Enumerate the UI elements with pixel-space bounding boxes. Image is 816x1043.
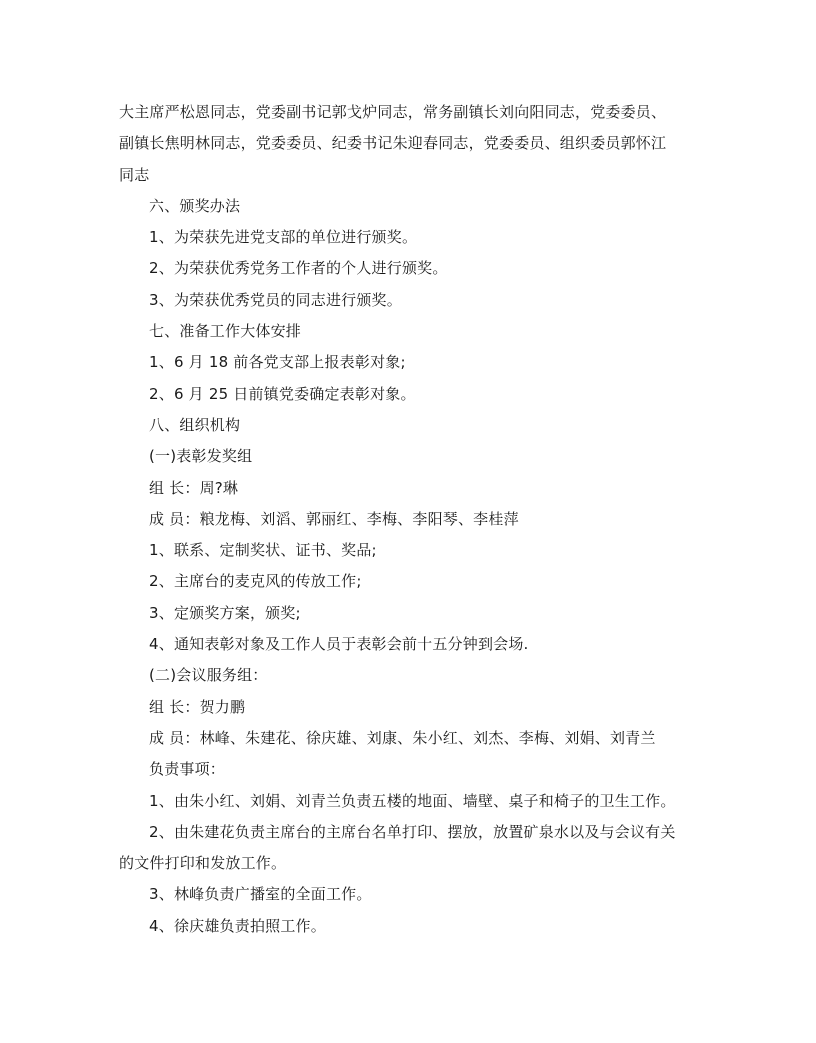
group-members: 成 员：粮龙梅、刘滔、郭丽红、李梅、李阳琴、李桂萍: [149, 509, 519, 528]
list-item: 1、为荣获先进党支部的单位进行颁奖。: [149, 228, 418, 247]
list-item: 3、为荣获优秀党员的同志进行颁奖。: [149, 290, 402, 309]
list-item: 2、主席台的麦克风的传放工作;: [149, 572, 362, 591]
subsection-heading: (一)表彰发奖组: [149, 447, 253, 466]
body-line: 同志: [119, 165, 150, 184]
document-body: [119, 97, 704, 942]
list-item: 3、定颁奖方案，颁奖;: [149, 603, 301, 622]
list-item: 2、6 月 25 日前镇党委确定表彰对象。: [149, 384, 416, 403]
list-item: 1、联系、定制奖状、证书、奖品;: [149, 541, 377, 560]
group-members: 成 员：林峰、朱建花、徐庆雄、刘康、朱小红、刘杰、李梅、刘娟、刘青兰: [149, 728, 656, 747]
body-line: 大主席严松恩同志，党委副书记郭戈炉同志，常务副镇长刘向阳同志，党委委员、: [119, 103, 667, 121]
section-heading: 六、颁奖办法: [149, 196, 241, 215]
body-line: 副镇长焦明林同志，党委委员、纪委书记朱迎春同志，党委委员、组织委员郭怀江: [119, 134, 667, 153]
list-item: 4、徐庆雄负责拍照工作。: [149, 916, 326, 935]
list-item: 3、林峰负责广播室的全面工作。: [149, 885, 372, 904]
list-item: 4、通知表彰对象及工作人员于表彰会前十五分钟到会场.: [149, 635, 529, 654]
group-leader: 组 长：贺力鹏: [149, 697, 246, 716]
list-item: 1、6 月 18 前各党支部上报表彰对象;: [149, 353, 406, 372]
list-item: 2、由朱建花负责主席台的主席台名单打印、摆放，放置矿泉水以及与会议有关: [149, 822, 676, 841]
group-leader: 组 长：周?琳: [149, 478, 239, 497]
list-item: 2、为荣获优秀党务工作者的个人进行颁奖。: [149, 259, 448, 278]
list-item-continuation: 的文件打印和发放工作。: [119, 854, 287, 873]
subsection-heading: (二)会议服务组：: [149, 666, 268, 685]
section-heading: 七、准备工作大体安排: [149, 322, 302, 341]
section-heading: 八、组织机构: [149, 415, 241, 434]
responsibilities-label: 负责事项：: [149, 760, 226, 779]
list-item: 1、由朱小红、刘娟、刘青兰负责五楼的地面、墙壁、桌子和椅子的卫生工作。: [149, 791, 676, 810]
